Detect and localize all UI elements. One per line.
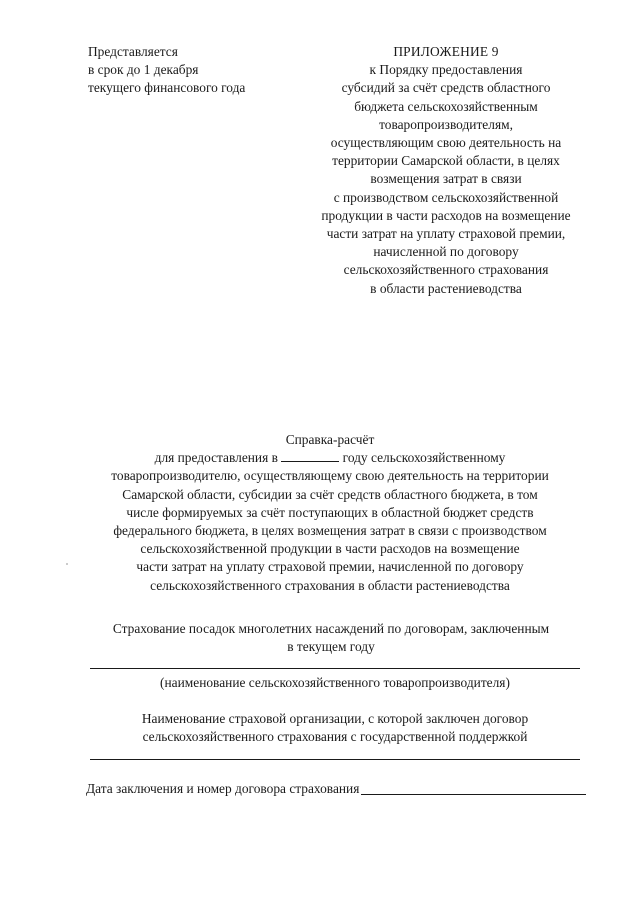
appendix-line: сельскохозяйственного страхования xyxy=(343,262,549,278)
year-blank-field[interactable] xyxy=(281,449,339,462)
producer-name-caption: (наименование сельскохозяйственного товаропроизводителя) xyxy=(160,675,510,690)
appendix-line: части затрат на уплату страховой премии, xyxy=(326,226,566,242)
calculation-year-line xyxy=(84,449,576,467)
insurer-line: сельскохозяйственного страхования с государственной поддержкой xyxy=(142,729,528,745)
calculation-line: числе формируемых за счёт поступающих в областной бюджет средств xyxy=(126,504,534,520)
insurer-name-field[interactable] xyxy=(90,759,580,760)
appendix-line: товаропроизводителям, xyxy=(379,116,513,132)
calculation-line: товаропроизводителю, осуществляющему свою деятельность на территории xyxy=(111,468,549,484)
appendix-line: с производством сельскохозяйственной xyxy=(333,189,559,205)
appendix-line: субсидий за счёт средств областного xyxy=(341,80,551,96)
scan-speck xyxy=(66,563,68,565)
insurance-line: в текущем году xyxy=(287,639,375,655)
calculation-line: части затрат на уплату страховой премии, начисленной по договору xyxy=(136,559,524,575)
submission-note-line: Представляется xyxy=(88,44,178,59)
submission-note-line: текущего финансового года xyxy=(88,80,246,96)
appendix-line: продукции в части расходов на возмещение xyxy=(321,207,571,223)
calculation-line: сельскохозяйственного страхования в области растениеводства xyxy=(150,577,510,593)
contract-field[interactable] xyxy=(361,780,586,795)
submission-note xyxy=(88,43,308,98)
calculation-year-suffix: году сельскохозяйственному xyxy=(342,450,506,466)
calculation-block xyxy=(84,431,576,595)
appendix-line: бюджета сельскохозяйственным xyxy=(354,98,538,114)
insurance-line: Страхование посадок многолетних насаждений по договорам, заключенным xyxy=(112,621,550,636)
calculation-line: федерального бюджета, в целях возмещения затрат в связи с производством xyxy=(113,523,547,539)
insurance-subject xyxy=(80,620,582,656)
producer-name-field[interactable] xyxy=(90,668,580,669)
calculation-line: Самарской области, субсидии за счёт средств областного бюджета, в том xyxy=(122,486,538,502)
contract-label: Дата заключения и номер договора страхования xyxy=(86,781,360,796)
appendix-line: начисленной по договору xyxy=(373,244,519,260)
calculation-title: Справка-расчёт xyxy=(285,432,375,447)
appendix-line: осуществляющим свою деятельность на xyxy=(330,135,562,151)
insurer-line: Наименование страховой организации, с которой заключен договор xyxy=(141,711,529,726)
appendix-line: возмещения затрат в связи xyxy=(370,171,522,187)
submission-note-line: в срок до 1 декабря xyxy=(88,62,199,78)
appendix-line: территории Самарской области, в целях xyxy=(332,153,560,169)
appendix-title: ПРИЛОЖЕНИЕ 9 xyxy=(393,44,499,59)
contract-row xyxy=(86,780,586,798)
appendix-header xyxy=(296,43,596,298)
calculation-year-prefix: для предоставления в xyxy=(154,450,278,466)
appendix-line: в области растениеводства xyxy=(370,280,522,296)
insurer-block xyxy=(80,710,590,746)
calculation-line: сельскохозяйственной продукции в части расходов на возмещение xyxy=(140,541,520,557)
appendix-line: к Порядку предоставления xyxy=(369,62,523,78)
